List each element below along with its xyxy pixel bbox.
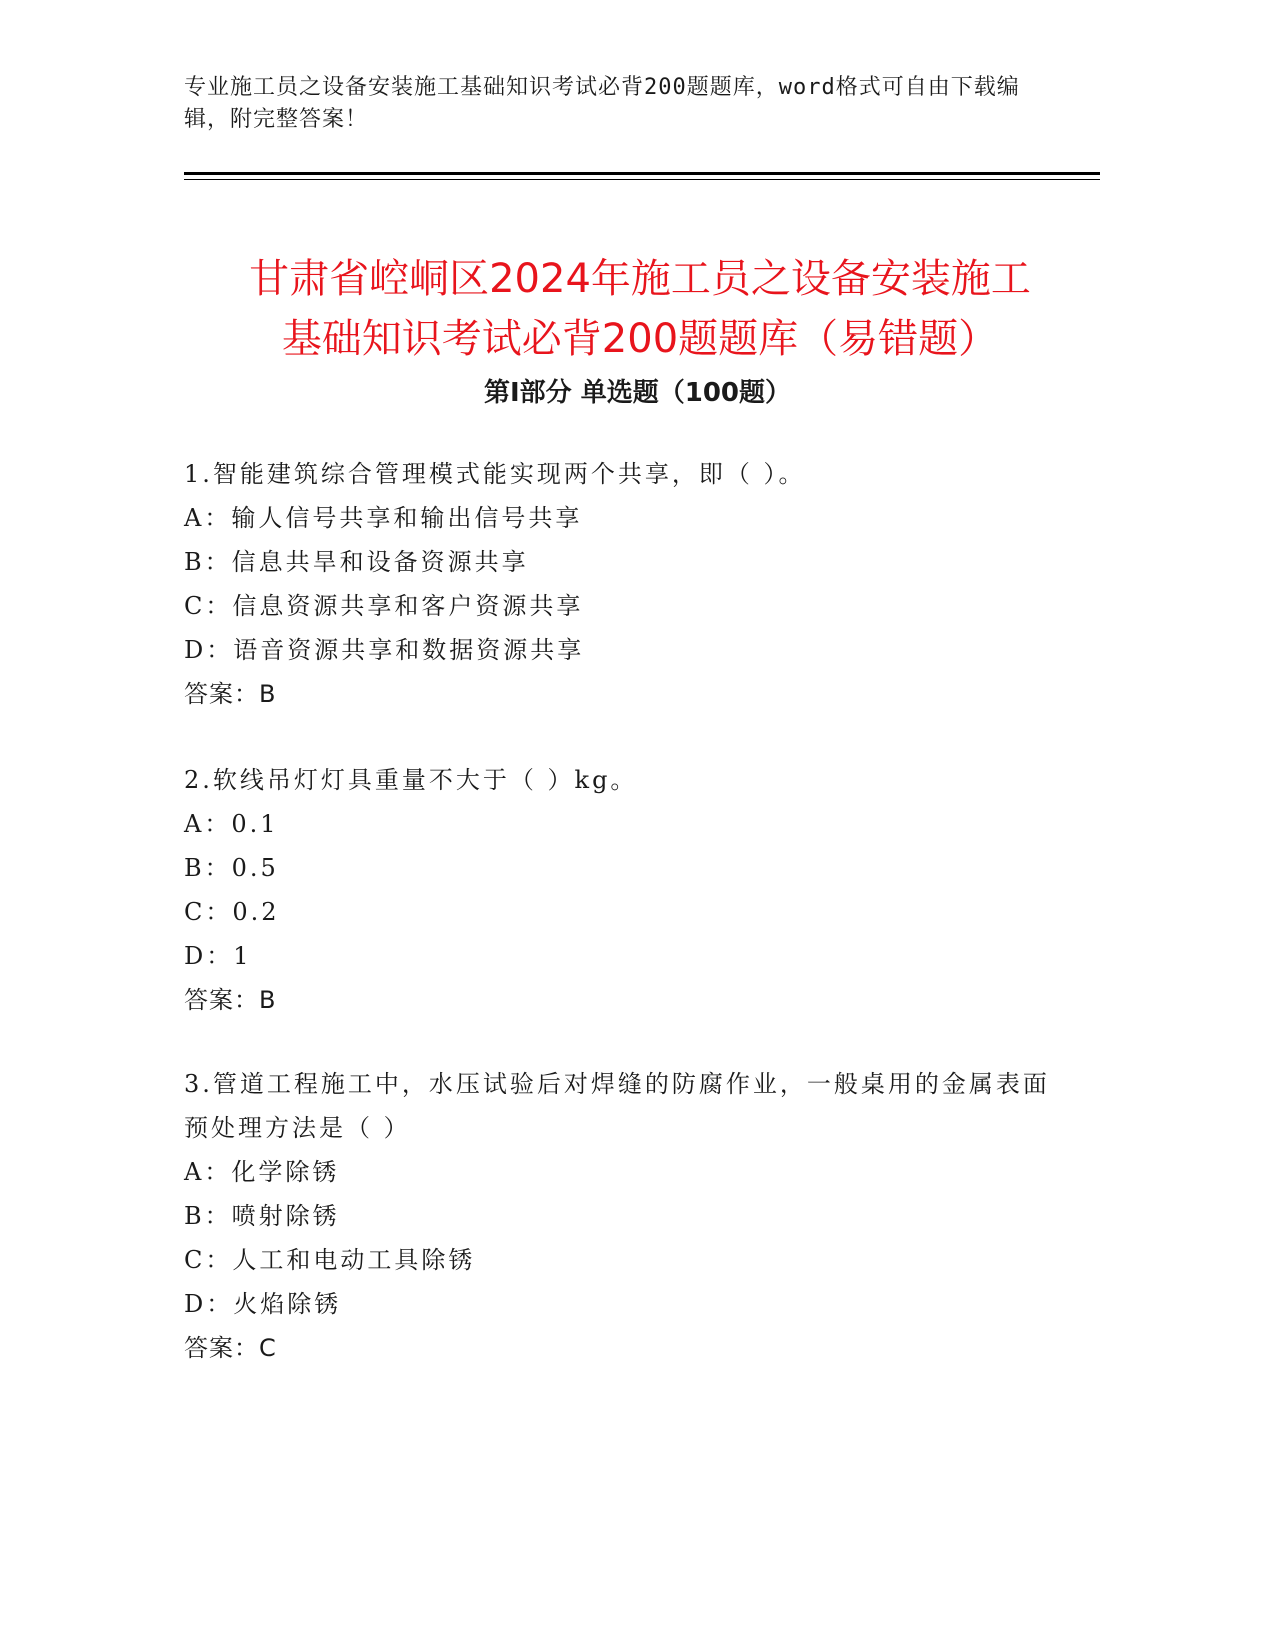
question-2 bbox=[184, 758, 1064, 1022]
document-title bbox=[150, 249, 1130, 369]
header-note: 专业施工员之设备安装施工基础知识考试必背200题题库，word格式可自由下载编辑，附完整答案！ bbox=[184, 75, 1020, 132]
section-heading: 第I部分 单选题（100题） bbox=[484, 378, 791, 408]
option-a: A：输人信号共享和输出信号共享 bbox=[184, 504, 583, 532]
question-stem: 3.管道工程施工中，水压试验后对焊缝的防腐作业，一般桌用的金属表面预处理方法是（ ） bbox=[184, 1070, 1050, 1142]
option-b: B：信息共旱和设备资源共享 bbox=[184, 548, 529, 576]
question-3 bbox=[184, 1062, 1064, 1370]
question-1 bbox=[184, 452, 1064, 716]
option-d: D：火焰除锈 bbox=[184, 1290, 342, 1318]
option-a: A：0.1 bbox=[184, 810, 279, 838]
question-stem: 2.软线吊灯灯具重量不大于（ ）kg。 bbox=[184, 766, 638, 794]
option-b: B：喷射除锈 bbox=[184, 1202, 340, 1230]
option-a: A：化学除锈 bbox=[184, 1158, 340, 1186]
option-c: C：人工和电动工具除锈 bbox=[184, 1246, 476, 1274]
option-c: C：信息资源共享和客户资源共享 bbox=[184, 592, 584, 620]
answer: 答案：B bbox=[184, 986, 277, 1014]
question-stem: 1.智能建筑综合管理模式能实现两个共享，即（ ）。 bbox=[184, 460, 806, 488]
header-divider-thin bbox=[184, 179, 1100, 180]
title-line-1: 甘肃省崆峒区2024年施工员之设备安装施工 bbox=[249, 255, 1031, 302]
header-divider-thick bbox=[184, 172, 1100, 175]
option-d: D：1 bbox=[184, 942, 252, 970]
answer: 答案：C bbox=[184, 1334, 277, 1362]
answer: 答案：B bbox=[184, 680, 277, 708]
option-c: C：0.2 bbox=[184, 898, 280, 926]
title-line-2: 基础知识考试必背200题题库（易错题） bbox=[281, 315, 999, 362]
option-d: D：语音资源共享和数据资源共享 bbox=[184, 636, 585, 664]
option-b: B：0.5 bbox=[184, 854, 279, 882]
